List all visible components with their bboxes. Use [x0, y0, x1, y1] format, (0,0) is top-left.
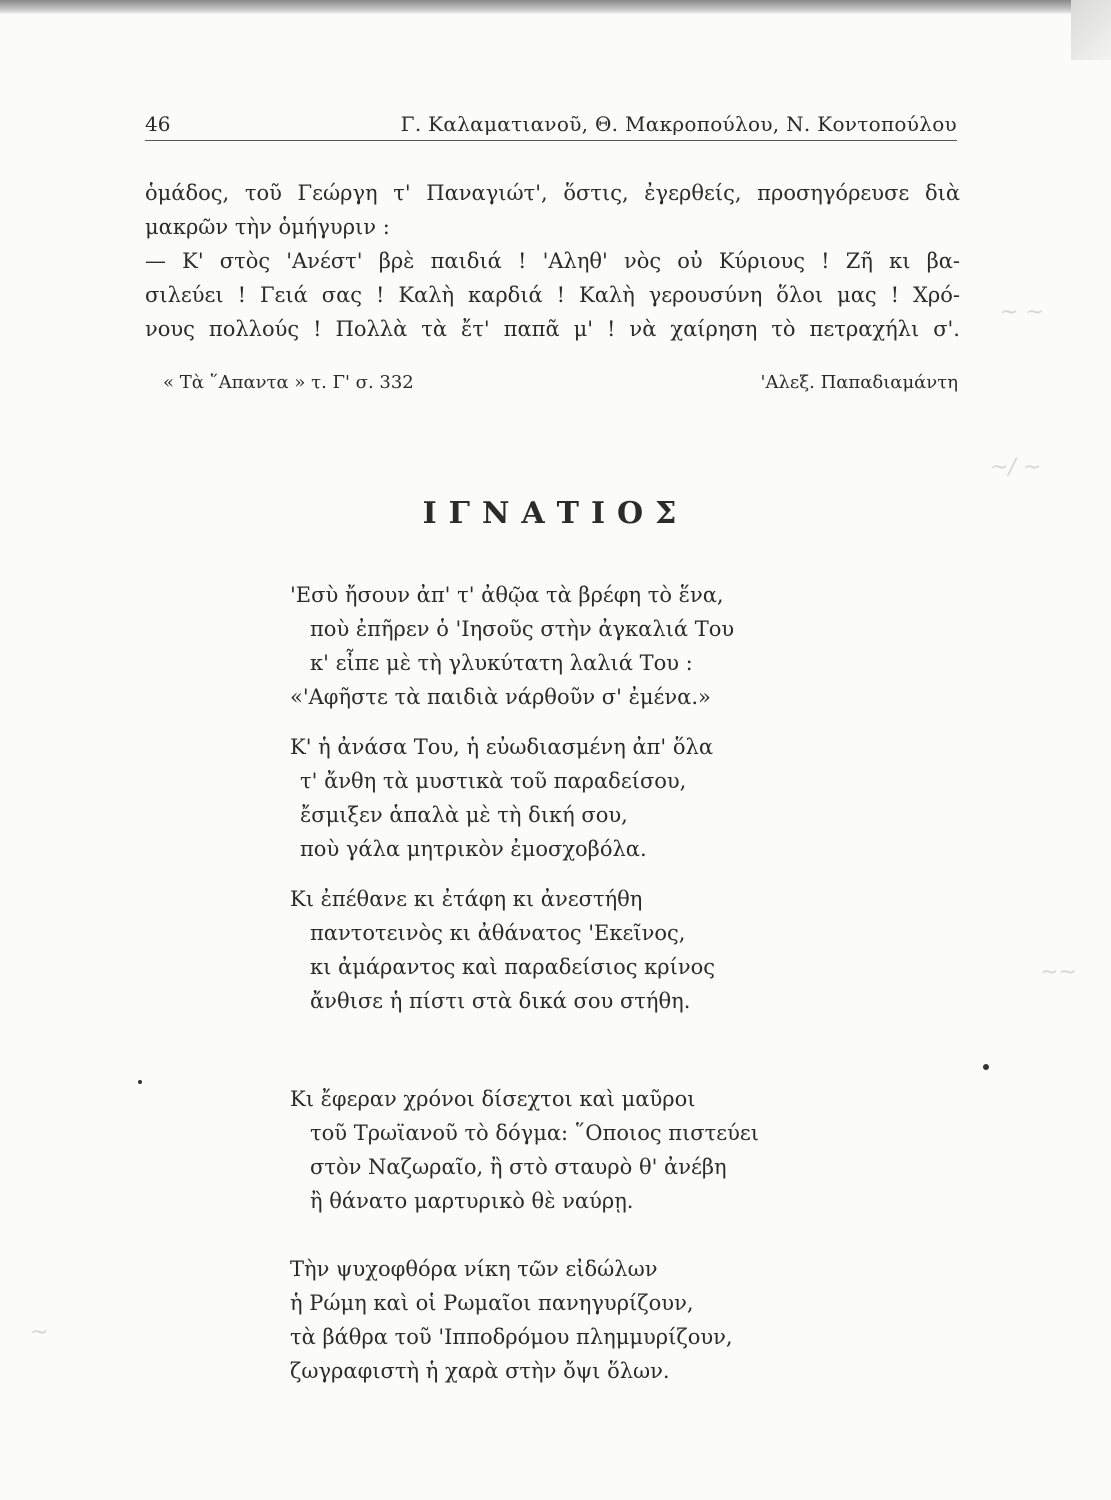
citation-source: « Τὰ ῞Απαντα » τ. Γ' σ. 332 — [163, 372, 414, 393]
running-header — [145, 110, 957, 141]
prose-line: νους πολλούς ! Πολλὰ τὰ ἔτ' παπᾶ μ' ! νὰ χαίρηση τὸ πετραχήλι σ'. — [145, 317, 960, 341]
verse-line: παντοτεινὸς κι ἀθάνατος 'Εκεῖνος, — [310, 921, 686, 945]
page-number: 46 — [145, 112, 171, 136]
verse-line: ποὺ γάλα μητρικὸν ἐμοσχοβόλα. — [300, 837, 647, 861]
ink-speck — [983, 1064, 989, 1070]
verse-line: Κι ἔφεραν χρόνοι δίσεχτοι καὶ μαῦροι — [290, 1087, 696, 1111]
prose-excerpt — [145, 176, 960, 346]
verse-line: ἡ Ρώμη καὶ οἱ Ρωμαῖοι πανηγυρίζουν, — [290, 1291, 694, 1315]
margin-pencil-mark: ~~ — [1040, 960, 1077, 985]
prose-line: — Κ' στὸς 'Ανέστ' βρὲ παιδιά ! 'Αληθ' νὸς οὐ Κύριους ! Ζῆ κι βα- — [145, 249, 960, 273]
verse-line: 'Εσὺ ἤσουν ἀπ' τ' ἀθῷα τὰ βρέφη τὸ ἕνα, — [290, 583, 724, 607]
verse-line: Κι ἐπέθανε κι ἐτάφη κι ἀνεστήθη — [290, 887, 643, 911]
margin-pencil-mark: ~ ~ — [1000, 300, 1044, 325]
verse-line: κ' εἶπε μὲ τὴ γλυκύτατη λαλιά Του : — [310, 651, 693, 675]
stanza-1 — [290, 578, 734, 714]
stanza-2 — [290, 730, 713, 866]
prose-line: μακρῶν τὴν ὁμήγυριν : — [145, 215, 390, 239]
ink-speck — [138, 1080, 142, 1084]
verse-line: ἔσμιξεν ἁπαλὰ μὲ τὴ δική σου, — [300, 803, 628, 827]
verse-line: τοῦ Τρωϊανοῦ τὸ δόγμα: ῞Οποιος πιστεύει — [310, 1121, 760, 1145]
stanza-5 — [290, 1252, 733, 1388]
verse-line: ζωγραφιστὴ ἡ χαρὰ στὴν ὄψι ὅλων. — [290, 1359, 670, 1383]
verse-line: Τὴν ψυχοφθόρα νίκη τῶν εἰδώλων — [290, 1257, 658, 1281]
verse-line: κι ἀμάραντος καὶ παραδείσιος κρίνος — [310, 955, 716, 979]
verse-line: ἄνθισε ἡ πίστι στὰ δικά σου στήθη. — [310, 989, 691, 1013]
prose-line: σιλεύει ! Γειά σας ! Καλὴ καρδιά ! Καλὴ γερουσύνη ὅλοι μας ! Χρό- — [145, 283, 960, 307]
margin-pencil-mark: ~ — [30, 1320, 49, 1345]
verse-line: στὸν Ναζωραῖο, ἢ στὸ σταυρὸ θ' ἀνέβη — [310, 1155, 727, 1179]
citation-author: 'Αλεξ. Παπαδιαμάντη — [760, 372, 958, 393]
verse-line: ποὺ ἐπῆρεν ὁ 'Ιησοῦς στὴν ἀγκαλιά Του — [310, 617, 735, 641]
running-head: Γ. Καλαματιανοῦ, Θ. Μακροπούλου, Ν. Κοντοπούλου — [400, 112, 957, 136]
citation — [163, 368, 958, 398]
verse-line: «'Αφῆστε τὰ παιδιὰ νάρθοῦν σ' ἐμένα.» — [290, 685, 711, 709]
scan-top-edge — [0, 0, 1111, 14]
stanza-4 — [290, 1082, 759, 1218]
prose-line: ὁμάδος, τοῦ Γεώργη τ' Παναγιώτ', ὅστις, ἐγερθείς, προσηγόρευσε διὰ — [145, 181, 960, 205]
stanza-3 — [290, 882, 715, 1018]
verse-line: τὰ βάθρα τοῦ 'Ιπποδρόμου πλημμυρίζουν, — [290, 1325, 733, 1349]
verse-line: Κ' ἡ ἀνάσα Του, ἡ εὐωδιασμένη ἀπ' ὅλα — [290, 735, 714, 759]
scan-corner — [1071, 0, 1111, 60]
poem-title: ΙΓΝΑΤΙΟΣ — [422, 496, 689, 531]
verse-line: τ' ἄνθη τὰ μυστικὰ τοῦ παραδείσου, — [300, 769, 687, 793]
verse-line: ἢ θάνατο μαρτυρικὸ θὲ ναύρῃ. — [310, 1189, 634, 1213]
margin-pencil-mark: ~/ ~ — [990, 455, 1042, 480]
